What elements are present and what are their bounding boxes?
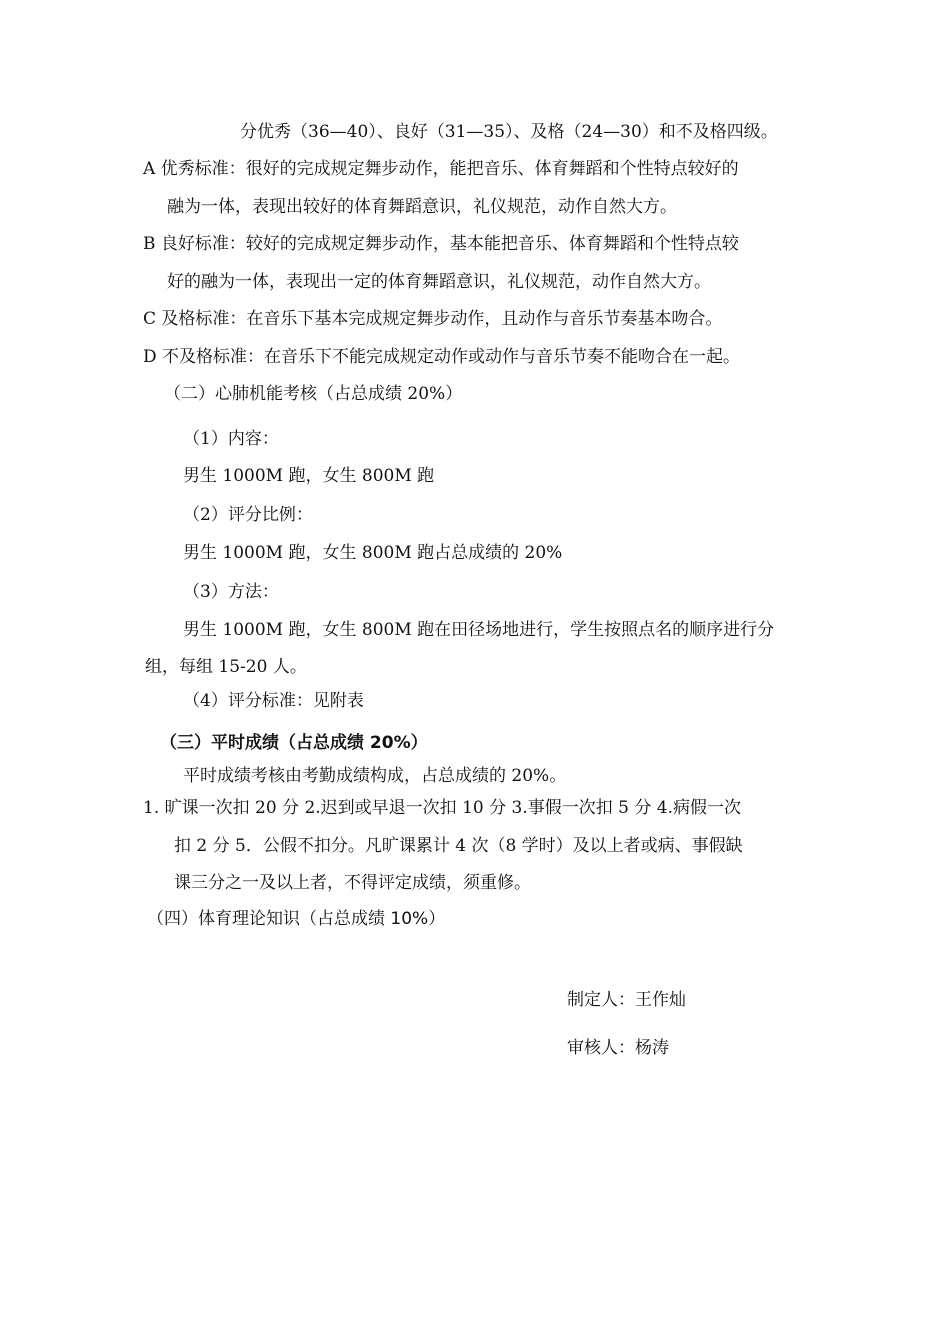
grade-levels: 分优秀（36—40）、良好（31—35）、及格（24—30）和不及格四级。 [240, 122, 778, 142]
standard-d-line: D 不及格标准：在音乐下不能完成规定动作或动作与音乐节奏不能吻合在一起。 [143, 347, 741, 367]
section2-method-line1: 男生 1000M 跑，女生 800M 跑在田径场地进行，学生按照点名的顺序进行分 [183, 620, 775, 640]
section3-rule-line2: 扣 2 分 5．公假不扣分。凡旷课累计 4 次（8 学时）及以上者或病、事假缺 [174, 836, 743, 856]
section2-content-text: 男生 1000M 跑，女生 800M 跑 [183, 466, 435, 486]
section2-criteria-label: （4）评分标准：见附表 [183, 691, 364, 711]
section2-ratio-text: 男生 1000M 跑，女生 800M 跑占总成绩的 20% [183, 543, 563, 563]
standard-c-line: C 及格标准：在音乐下基本完成规定舞步动作，且动作与音乐节奏基本吻合。 [143, 309, 723, 329]
section3-rule-line1: 1. 旷课一次扣 20 分 2.迟到或早退一次扣 10 分 3.事假一次扣 5 分 4.病假一次 [143, 798, 741, 818]
section2-ratio-label: （2）评分比例： [183, 505, 313, 525]
section3-intro: 平时成绩考核由考勤成绩构成，占总成绩的 20%。 [183, 766, 567, 786]
section2-method-line2: 组，每组 15-20 人。 [145, 657, 307, 677]
section2-content-label: （1）内容： [183, 429, 279, 449]
signature-reviewer: 审核人：杨涛 [567, 1038, 669, 1058]
section3-rule-line3: 课三分之一及以上者，不得评定成绩，须重修。 [174, 873, 531, 893]
standard-b-line1: B 良好标准：较好的完成规定舞步动作，基本能把音乐、体育舞蹈和个性特点较 [143, 234, 739, 254]
section2-method-label: （3）方法： [183, 582, 279, 602]
section2-title: （二）心肺机能考核（占总成绩 20%） [164, 384, 463, 404]
section3-title: （三）平时成绩（占总成绩 20%） [160, 733, 428, 753]
section4-title: （四）体育理论知识（占总成绩 10%） [147, 909, 446, 929]
signature-author: 制定人：王作灿 [567, 990, 686, 1010]
standard-a-line2: 融为一体，表现出较好的体育舞蹈意识，礼仪规范，动作自然大方。 [167, 197, 677, 217]
standard-a-line1: A 优秀标准：很好的完成规定舞步动作，能把音乐、体育舞蹈和个性特点较好的 [143, 159, 739, 179]
standard-b-line2: 好的融为一体，表现出一定的体育舞蹈意识，礼仪规范，动作自然大方。 [167, 272, 711, 292]
